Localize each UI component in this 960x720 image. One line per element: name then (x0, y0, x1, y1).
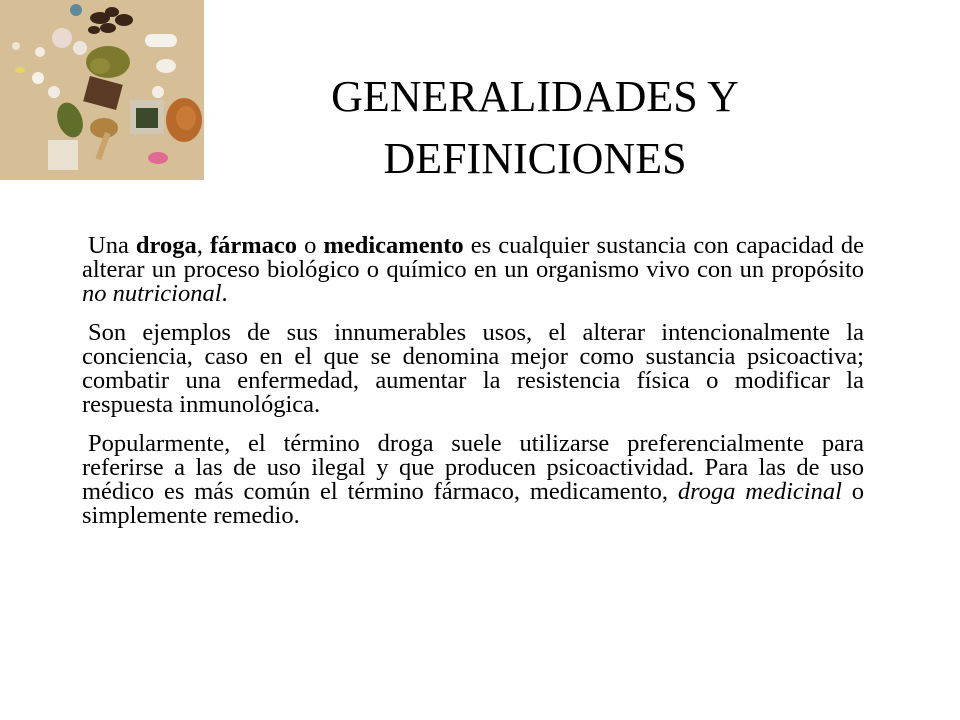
text-run: Una (88, 232, 136, 259)
title-line-2: DEFINICIONES (383, 134, 687, 183)
bold-term-droga: droga (135, 232, 197, 259)
text-run: . (221, 280, 228, 307)
bold-term-farmaco: fármaco (209, 232, 298, 259)
slide-body (82, 234, 864, 543)
drugs-photo-icon (0, 0, 204, 180)
paragraph-popular-usage (82, 432, 864, 528)
text-run: Popularmente, el término droga suele utilizarse preferencialmente para referirse a las de uso ilegal y que producen psicoactividad. Para las de uso médico es más común el término fármaco, medicamento, (82, 430, 864, 505)
paragraph-definition (82, 234, 864, 306)
text-run: Son ejemplos de sus innumerables usos, el alterar intencionalmente la conciencia, caso en el que se denomina mejor como sustancia psicoactiva; combatir una enfermedad, aumentar la resistencia física o modificar la respuesta inmunológica. (82, 319, 864, 418)
bold-term-medicamento: medicamento (323, 232, 464, 259)
italic-term-droga-medicinal: droga medicinal (677, 478, 842, 505)
paragraph-examples (82, 321, 864, 417)
drugs-photo (0, 0, 204, 180)
text-run: es cualquier sustancia con capacidad de alterar un proceso biológico o químico en un organismo vivo con un propósito (82, 232, 864, 283)
page-title (250, 66, 820, 190)
text-run: , (196, 232, 210, 259)
italic-term-no-nutricional: no nutricional (82, 280, 222, 307)
text-run: o simplemente remedio. (82, 478, 865, 529)
text-run: o (297, 232, 324, 259)
title-line-1: GENERALIDADES Y (331, 72, 739, 121)
